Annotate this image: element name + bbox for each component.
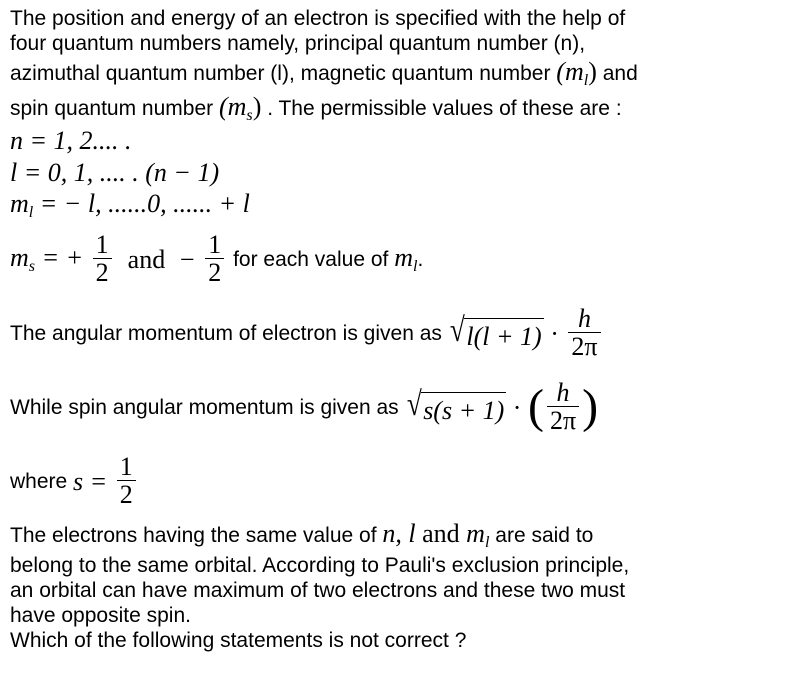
intro-line-3: azimuthal quantum number (l), magnetic quantum number $(m_l)$ and: [10, 57, 638, 90]
sqrt-s: √ s(s + 1): [406, 386, 505, 426]
fraction-half: $\frac{1}{2}$: [117, 453, 136, 510]
ml-symbol: $(m_l)$: [556, 57, 597, 90]
intro-line-4: spin quantum number $(m_s)$ . The permissible values of these are :: [10, 91, 622, 125]
equation-n: n = 1, 2.... .: [10, 126, 132, 156]
equation-l: l = 0, 1, .... . (n − 1): [10, 157, 220, 187]
sqrt-l: √ l(l + 1): [449, 312, 542, 352]
fraction-h-2pi: $\frac{h}{2\pi}$: [568, 305, 600, 362]
closing-line-3: have opposite spin.: [10, 604, 191, 628]
fraction-h-2pi: $\frac{h}{2\pi}$: [547, 379, 579, 436]
closing-line-2: an orbital can have maximum of two electrons and these two must: [10, 578, 626, 602]
closing-line-1: belong to the same orbital. According to Pauli's exclusion principle,: [10, 553, 630, 577]
angular-momentum-line: The angular momentum of electron is given as √ l(l + 1) · $\frac{h}{2\pi}$: [10, 296, 792, 370]
equation-ms: $m_s$ = + $\frac{1}{2}$ and − $\frac{1}{2}$ for each value of $m_l$ .: [10, 229, 424, 288]
where-line: where s = $\frac{1}{2}$: [10, 444, 792, 518]
same-orbital-line: The electrons having the same value of n, l and $m_l$ are said to: [10, 519, 594, 552]
intro-line-1: The position and energy of an electron is specified with the help of: [10, 7, 626, 30]
fraction-half: $\frac{1}{2}$: [93, 231, 112, 288]
equation-ml: $m_l$ = − l, ......0, ...... + l: [10, 188, 250, 221]
question-line: Which of the following statements is not correct ?: [10, 629, 467, 653]
intro-line-2: four quantum numbers namely, principal quantum number (n),: [10, 32, 586, 56]
ms-symbol: $(m_s)$: [218, 91, 262, 125]
fraction-half: $\frac{1}{2}$: [205, 231, 224, 288]
spin-momentum-line: While spin angular momentum is given as √ s(s + 1) · ( $\frac{h}{2\pi}$ ): [10, 377, 599, 436]
